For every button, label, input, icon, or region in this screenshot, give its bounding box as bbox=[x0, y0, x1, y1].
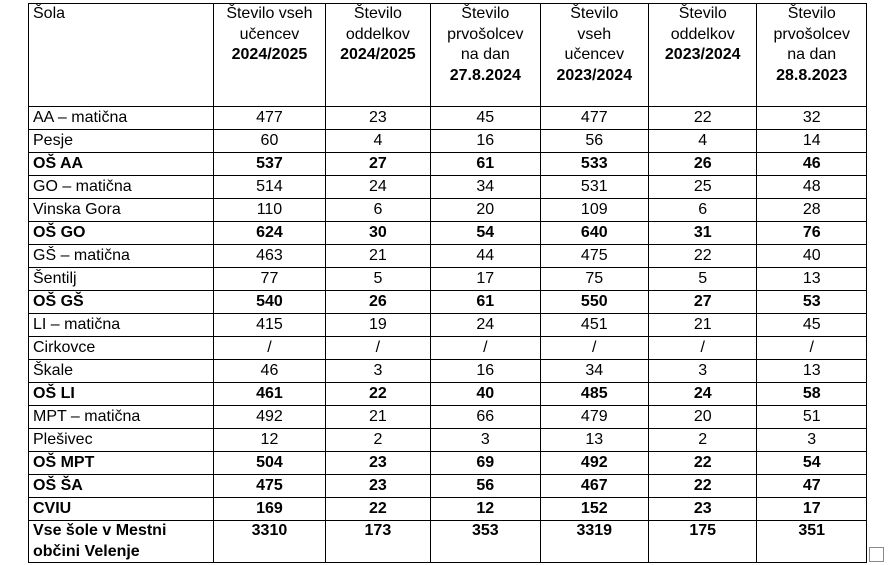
school-name-cell: MPT – matična bbox=[29, 406, 214, 429]
value-cell: 17 bbox=[431, 268, 540, 291]
column-header-2 bbox=[325, 4, 430, 107]
table-row bbox=[29, 268, 867, 291]
table-row bbox=[29, 314, 867, 337]
value-cell: 23 bbox=[325, 107, 430, 130]
value-cell: 75 bbox=[540, 268, 648, 291]
total-value-cell: 173 bbox=[325, 521, 430, 563]
subtotal-row bbox=[29, 222, 867, 245]
header-line: učencev bbox=[239, 25, 300, 43]
total-label-line: občini Velenje bbox=[33, 542, 140, 560]
value-cell: / bbox=[325, 337, 430, 360]
value-cell: 3 bbox=[757, 429, 867, 452]
school-name-cell: OŠ LI bbox=[29, 383, 214, 406]
school-name-cell: CVIU bbox=[29, 498, 214, 521]
value-cell: / bbox=[540, 337, 648, 360]
value-cell: 22 bbox=[649, 245, 757, 268]
value-cell: 14 bbox=[757, 130, 867, 153]
header-line: 28.8.2023 bbox=[776, 66, 848, 84]
value-cell: 46 bbox=[214, 360, 326, 383]
value-cell: 19 bbox=[325, 314, 430, 337]
header-line: prvošolcev bbox=[773, 25, 850, 43]
column-header-5 bbox=[649, 4, 757, 107]
value-cell: 492 bbox=[540, 452, 648, 475]
total-value-cell: 175 bbox=[649, 521, 757, 563]
value-cell: 40 bbox=[757, 245, 867, 268]
table-row bbox=[29, 337, 867, 360]
value-cell: 531 bbox=[540, 176, 648, 199]
total-value-cell: 353 bbox=[431, 521, 540, 563]
column-header-6 bbox=[757, 4, 867, 107]
value-cell: 66 bbox=[431, 406, 540, 429]
school-name-cell: AA – matična bbox=[29, 107, 214, 130]
header-line: 2023/2024 bbox=[664, 46, 741, 63]
value-cell: 475 bbox=[214, 475, 326, 498]
header-line: na dan bbox=[460, 46, 510, 63]
value-cell: 13 bbox=[757, 268, 867, 291]
school-name-cell: LI – matična bbox=[29, 314, 214, 337]
value-cell: 540 bbox=[214, 291, 326, 314]
value-cell: 17 bbox=[757, 498, 867, 521]
total-row bbox=[29, 521, 867, 563]
school-name-cell: OŠ ŠA bbox=[29, 475, 214, 498]
value-cell: 477 bbox=[540, 107, 648, 130]
value-cell: 169 bbox=[214, 498, 326, 521]
text-boundary-marker bbox=[869, 547, 884, 562]
subtotal-row bbox=[29, 291, 867, 314]
value-cell: 3 bbox=[325, 360, 430, 383]
school-name-cell: OŠ AA bbox=[29, 153, 214, 176]
column-header-1 bbox=[214, 4, 326, 107]
value-cell: 13 bbox=[540, 429, 648, 452]
value-cell: 624 bbox=[214, 222, 326, 245]
value-cell: 22 bbox=[649, 452, 757, 475]
value-cell: 24 bbox=[431, 314, 540, 337]
value-cell: 21 bbox=[325, 245, 430, 268]
value-cell: 56 bbox=[540, 130, 648, 153]
value-cell: 48 bbox=[757, 176, 867, 199]
total-value-cell: 351 bbox=[757, 521, 867, 563]
value-cell: 25 bbox=[649, 176, 757, 199]
table-row bbox=[29, 130, 867, 153]
value-cell: 24 bbox=[649, 383, 757, 406]
value-cell: 6 bbox=[325, 199, 430, 222]
value-cell: 26 bbox=[649, 153, 757, 176]
value-cell: / bbox=[214, 337, 326, 360]
total-value-cell: 3319 bbox=[540, 521, 648, 563]
header-line: prvošolcev bbox=[447, 25, 524, 43]
value-cell: 5 bbox=[649, 268, 757, 291]
header-line: Število bbox=[353, 5, 402, 22]
value-cell: 22 bbox=[325, 498, 430, 521]
school-name-cell: Plešivec bbox=[29, 429, 214, 452]
header-line: Število bbox=[461, 5, 510, 22]
subtotal-row bbox=[29, 475, 867, 498]
value-cell: 533 bbox=[540, 153, 648, 176]
school-name-cell: Škale bbox=[29, 360, 214, 383]
value-cell: 40 bbox=[431, 383, 540, 406]
value-cell: 463 bbox=[214, 245, 326, 268]
value-cell: 47 bbox=[757, 475, 867, 498]
value-cell: 46 bbox=[757, 153, 867, 176]
value-cell: 415 bbox=[214, 314, 326, 337]
table-row bbox=[29, 199, 867, 222]
value-cell: 110 bbox=[214, 199, 326, 222]
value-cell: 24 bbox=[325, 176, 430, 199]
value-cell: 461 bbox=[214, 383, 326, 406]
school-name-cell: Šentilj bbox=[29, 268, 214, 291]
value-cell: 21 bbox=[325, 406, 430, 429]
value-cell: 44 bbox=[431, 245, 540, 268]
header-line: 2024/2025 bbox=[231, 46, 308, 63]
value-cell: 2 bbox=[325, 429, 430, 452]
value-cell: 27 bbox=[649, 291, 757, 314]
school-name-cell: Cirkovce bbox=[29, 337, 214, 360]
value-cell: 77 bbox=[214, 268, 326, 291]
school-statistics-table bbox=[28, 3, 867, 563]
value-cell: 550 bbox=[540, 291, 648, 314]
school-name-cell: OŠ GŠ bbox=[29, 291, 214, 314]
value-cell: 61 bbox=[431, 291, 540, 314]
table-row bbox=[29, 176, 867, 199]
value-cell: 28 bbox=[757, 199, 867, 222]
value-cell: 54 bbox=[757, 452, 867, 475]
value-cell: 12 bbox=[431, 498, 540, 521]
header-line: Število vseh bbox=[226, 5, 313, 22]
table-row bbox=[29, 245, 867, 268]
value-cell: / bbox=[431, 337, 540, 360]
value-cell: 5 bbox=[325, 268, 430, 291]
value-cell: 51 bbox=[757, 406, 867, 429]
value-cell: 504 bbox=[214, 452, 326, 475]
value-cell: 16 bbox=[431, 360, 540, 383]
value-cell: 69 bbox=[431, 452, 540, 475]
value-cell: 45 bbox=[757, 314, 867, 337]
header-line: oddelkov bbox=[670, 25, 735, 43]
value-cell: 152 bbox=[540, 498, 648, 521]
value-cell: 22 bbox=[649, 107, 757, 130]
table-header bbox=[29, 4, 867, 107]
table-row bbox=[29, 429, 867, 452]
subtotal-row bbox=[29, 498, 867, 521]
value-cell: 60 bbox=[214, 130, 326, 153]
table-row bbox=[29, 406, 867, 429]
subtotal-row bbox=[29, 383, 867, 406]
value-cell: 22 bbox=[325, 383, 430, 406]
value-cell: 4 bbox=[325, 130, 430, 153]
column-header-3 bbox=[431, 4, 540, 107]
value-cell: 451 bbox=[540, 314, 648, 337]
total-label-cell bbox=[29, 521, 214, 563]
value-cell: 477 bbox=[214, 107, 326, 130]
value-cell: 30 bbox=[325, 222, 430, 245]
school-name-cell: GO – matična bbox=[29, 176, 214, 199]
school-name-cell: Vinska Gora bbox=[29, 199, 214, 222]
header-line: učencev bbox=[564, 46, 625, 63]
value-cell: 23 bbox=[325, 475, 430, 498]
column-header-0 bbox=[29, 4, 214, 107]
value-cell: 12 bbox=[214, 429, 326, 452]
value-cell: 467 bbox=[540, 475, 648, 498]
subtotal-row bbox=[29, 153, 867, 176]
value-cell: 61 bbox=[431, 153, 540, 176]
table-row bbox=[29, 360, 867, 383]
school-name-cell: OŠ MPT bbox=[29, 452, 214, 475]
header-line: Število bbox=[787, 5, 836, 22]
table-body bbox=[29, 107, 867, 563]
value-cell: / bbox=[757, 337, 867, 360]
value-cell: 4 bbox=[649, 130, 757, 153]
value-cell: 31 bbox=[649, 222, 757, 245]
header-line: Število bbox=[570, 5, 619, 22]
value-cell: 2 bbox=[649, 429, 757, 452]
subtotal-row bbox=[29, 452, 867, 475]
value-cell: 20 bbox=[649, 406, 757, 429]
total-label-line: Vse šole v Mestni bbox=[33, 522, 167, 539]
header-line: Število bbox=[678, 5, 727, 22]
value-cell: 22 bbox=[649, 475, 757, 498]
table-row bbox=[29, 107, 867, 130]
value-cell: 56 bbox=[431, 475, 540, 498]
value-cell: 27 bbox=[325, 153, 430, 176]
value-cell: 514 bbox=[214, 176, 326, 199]
header-line: vseh bbox=[577, 25, 612, 43]
school-name-cell: GŠ – matična bbox=[29, 245, 214, 268]
value-cell: 45 bbox=[431, 107, 540, 130]
value-cell: 32 bbox=[757, 107, 867, 130]
school-name-cell: OŠ GO bbox=[29, 222, 214, 245]
school-name-cell: Pesje bbox=[29, 130, 214, 153]
header-line: na dan bbox=[787, 46, 837, 63]
value-cell: 23 bbox=[325, 452, 430, 475]
value-cell: 21 bbox=[649, 314, 757, 337]
value-cell: 492 bbox=[214, 406, 326, 429]
value-cell: 485 bbox=[540, 383, 648, 406]
value-cell: 26 bbox=[325, 291, 430, 314]
value-cell: 3 bbox=[649, 360, 757, 383]
value-cell: 53 bbox=[757, 291, 867, 314]
total-value-cell: 3310 bbox=[214, 521, 326, 563]
column-header-4 bbox=[540, 4, 648, 107]
header-row bbox=[29, 4, 867, 107]
value-cell: 34 bbox=[431, 176, 540, 199]
header-line: oddelkov bbox=[345, 25, 410, 43]
value-cell: 475 bbox=[540, 245, 648, 268]
value-cell: 23 bbox=[649, 498, 757, 521]
value-cell: 58 bbox=[757, 383, 867, 406]
value-cell: 54 bbox=[431, 222, 540, 245]
value-cell: 16 bbox=[431, 130, 540, 153]
value-cell: 76 bbox=[757, 222, 867, 245]
header-line: Šola bbox=[33, 5, 66, 22]
value-cell: 3 bbox=[431, 429, 540, 452]
value-cell: 640 bbox=[540, 222, 648, 245]
header-line: 2024/2025 bbox=[340, 46, 416, 63]
value-cell: 20 bbox=[431, 199, 540, 222]
value-cell: 479 bbox=[540, 406, 648, 429]
header-line: 2023/2024 bbox=[556, 66, 633, 84]
value-cell: / bbox=[649, 337, 757, 360]
header-line: 27.8.2024 bbox=[449, 66, 521, 84]
value-cell: 6 bbox=[649, 199, 757, 222]
value-cell: 537 bbox=[214, 153, 326, 176]
value-cell: 34 bbox=[540, 360, 648, 383]
value-cell: 109 bbox=[540, 199, 648, 222]
value-cell: 13 bbox=[757, 360, 867, 383]
